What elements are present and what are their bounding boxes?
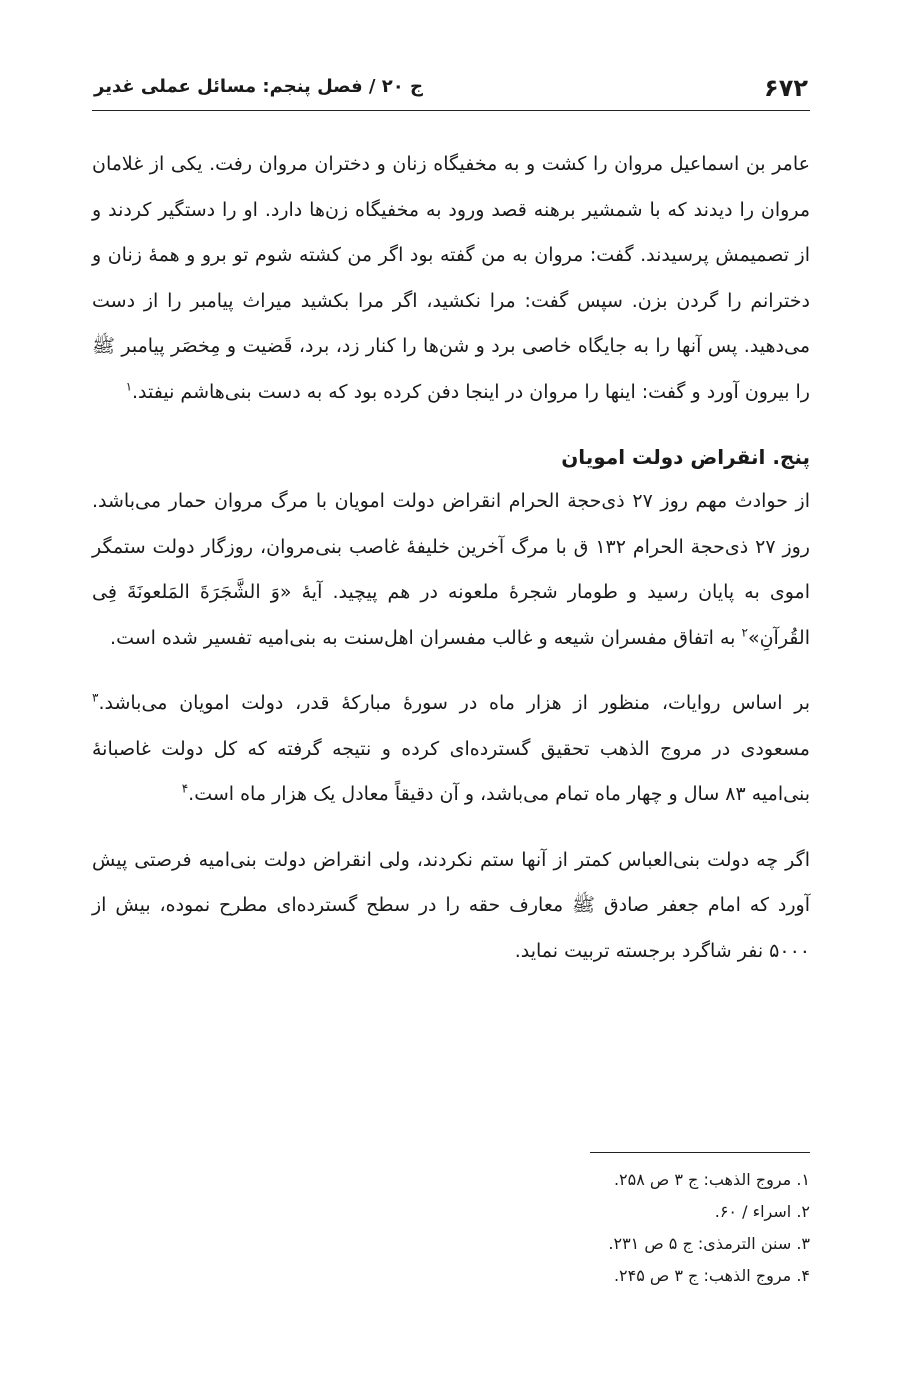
footnote-ref-1[interactable]: ۱ <box>125 379 133 394</box>
paragraph-3 <box>92 681 810 818</box>
paragraph-2-text-b: به اتفاق مفسران شیعه و غالب مفسران اهل‌سنت به بنی‌امیه تفسیر شده است. <box>110 626 742 649</box>
footnote-ref-2[interactable]: ۲ <box>741 625 748 640</box>
book-page <box>92 0 810 1390</box>
paragraph-4: اگر چه دولت بنی‌العباس کمتر از آنها ستم نکردند، ولی انقراض دولت بنی‌امیه فرصتی پیش آورد که امام جعفر صادق ﷺ معارف حقه را در سطح گسترده‌ای مطرح نموده، بیش از ۵۰۰۰ نفر شاگرد برجسته تربیت نماید. <box>92 848 810 962</box>
page-header <box>92 66 810 111</box>
footnote-item: ۲. اسراء / ۶۰. <box>714 1202 810 1221</box>
page-number: ۶۷۲ <box>764 74 808 102</box>
paragraph-1 <box>92 142 810 415</box>
paragraph-3-text-a: بر اساس روایات، منظور از هزار ماه در سورهٔ مبارکهٔ قدر، دولت امویان می‌باشد. <box>98 692 810 714</box>
paragraph-2 <box>92 479 810 661</box>
paragraph-3-text-b: مسعودی در مروج الذهب تحقیق گسترده‌ای کرده و نتیجه گرفته که کل دولت غاصبانهٔ بنی‌امیه ۸۳ سال و چهار ماه تمام می‌باشد، و آن دقیقاً معادل یک هزار ماه است. <box>92 737 810 805</box>
footnote-ref-3[interactable]: ۳ <box>92 690 99 705</box>
page-body <box>92 142 810 974</box>
footnote-item: ۱. مروج الذهب: ج ۳ ص ۲۵۸. <box>613 1170 810 1189</box>
footnote-item: ۳. سنن الترمذی: ج ۵ ص ۲۳۱. <box>608 1234 810 1253</box>
paragraph-2-text-a: از حوادث مهم روز ۲۷ ذی‌حجة الحرام انقراض دولت امویان با مرگ مروان حمار می‌باشد. روز ۲۷ ذی‌حجة الحرام ۱۳۲ ق با مرگ آخرین خلیفهٔ غاصب بنی‌مروان، روزگار دولت ستمگر اموی به پایان رسید و طومار شجرهٔ ملعونه در هم پیچید. آیهٔ «وَ الشَّجَرَةَ المَلعونَةَ فِی القُرآنِ» <box>92 490 811 649</box>
running-head: ج ۲۰ / فصل پنجم: مسائل عملی غدیر <box>94 76 424 97</box>
paragraph-1-text: عامر بن اسماعیل مروان را کشت و به مخفیگاه زنان و دختران مروان رفت. یکی از غلامان مروان را دیدند که با شمشیر برهنه قصد ورود به مخفیگاه زن‌ها دارد. او را دستگیر کردند و از تصمیمش پرسیدند. گفت: مروان به من گفته بود اگر من کشته شوم تو برو و همهٔ زنان و دخترانم را گردن بزن. سپس گفت: مرا نکشید، اگر مرا بکشید میراث پیامبر را از دست می‌دهید. پس آنها را به جایگاه خاصی برد و شن‌ها را کنار زد، برد، قَضیت و مِخصَر پیامبر ﷺ را بیرون آورد و گفت: اینها را مروان در اینجا دفن کرده بود که به دست بنی‌هاشم نیفتد. <box>92 153 810 403</box>
footnote-divider <box>590 1152 810 1153</box>
section-heading: پنج. انقراض دولت امویان <box>561 445 810 469</box>
footnote-item: ۴. مروج الذهب: ج ۳ ص ۲۴۵. <box>613 1266 810 1285</box>
footnotes-list <box>92 1164 810 1292</box>
footnote-ref-4[interactable]: ۴ <box>181 781 189 796</box>
